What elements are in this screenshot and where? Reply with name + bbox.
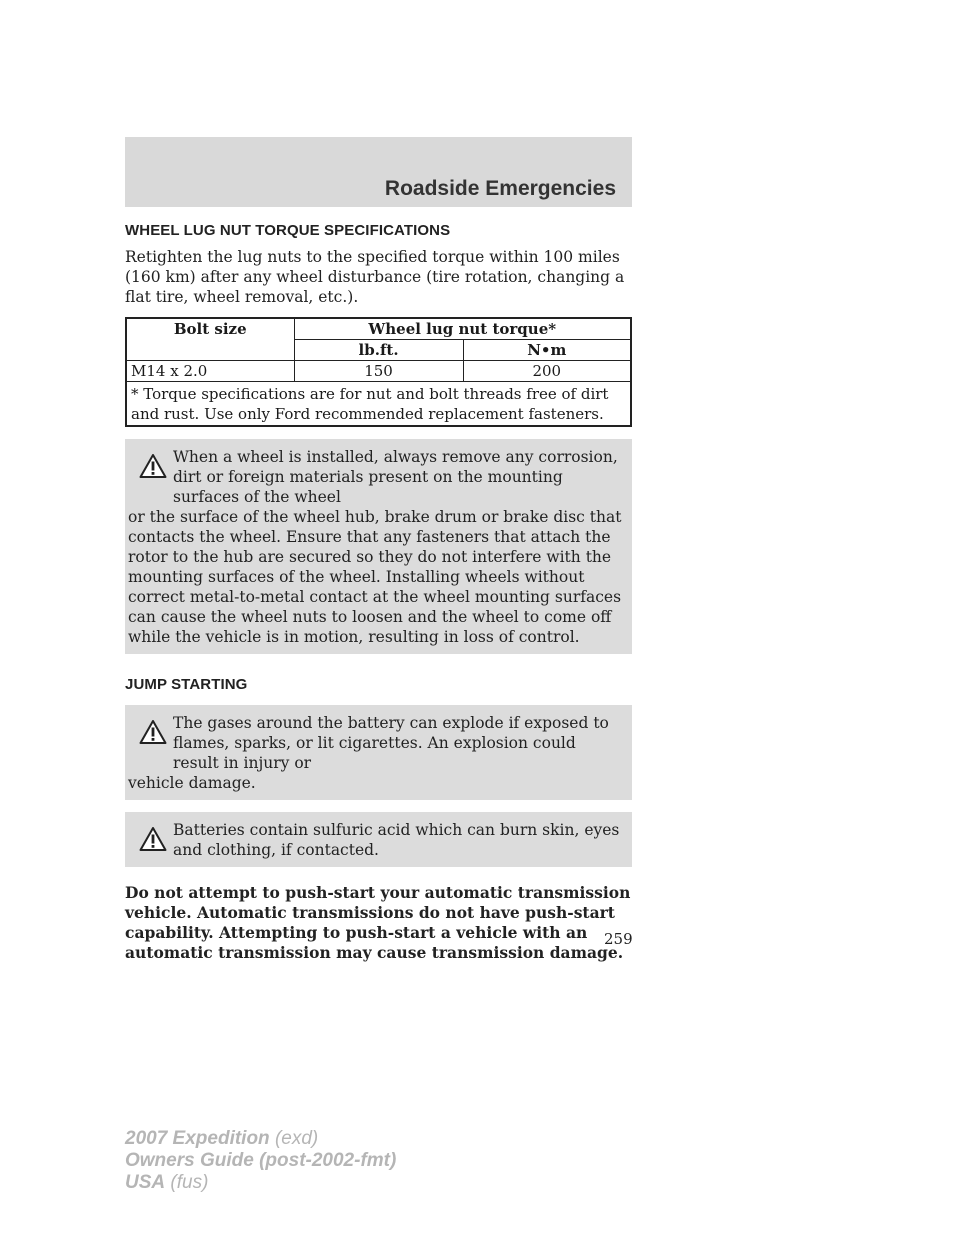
page-content [125, 222, 632, 963]
table-footnote: * Torque specifications are for nut and bolt threads free of dirt and rust. Use only Ford recommended replacement fasteners. [126, 382, 631, 427]
torque-heading: WHEEL LUG NUT TORQUE SPECIFICATIONS [125, 222, 451, 239]
document-footer [125, 1128, 396, 1194]
torque-nm-value: 200 [463, 361, 631, 382]
page-number: 259 [604, 930, 633, 948]
warning-text-lead: Batteries contain sulfuric acid which can burn skin, eyes and clothing, if contacted. [173, 821, 620, 859]
wheel-install-warning [125, 439, 632, 654]
torque-intro: Retighten the lug nuts to the specified torque within 100 miles (160 km) after any wheel disturbance (tire rotation, changing a flat tire, wheel removal, etc.). [125, 248, 625, 306]
unit-nm: N•m [463, 340, 631, 361]
footer-guide: Owners Guide (post-2002-fmt) [125, 1150, 397, 1171]
warning-text-lead: When a wheel is installed, always remove any corrosion, dirt or foreign materials present on the mounting surfaces of the wheel [173, 448, 618, 506]
warning-triangle-icon [139, 826, 167, 852]
battery-acid-warning [125, 812, 632, 867]
warning-text-lead: The gases around the battery can explode if exposed to flames, sparks, or lit cigarettes. An explosion could result in injury or [173, 714, 609, 772]
push-start-caution: Do not attempt to push-start your automatic transmission vehicle. Automatic transmissions do not have push-start capability. Attempting to push-start a vehicle with an automatic transmission may cause transmission damage. [125, 883, 631, 962]
torque-spec-table [125, 317, 632, 427]
warning-text-rest: vehicle damage. [128, 774, 256, 792]
footer-model: 2007 Expedition [125, 1128, 270, 1149]
warning-triangle-icon [139, 719, 167, 745]
footer-market: USA [125, 1172, 166, 1193]
page-section-title: Roadside Emergencies [384, 177, 616, 200]
warning-text-rest: or the surface of the wheel hub, brake drum or brake disc that contacts the wheel. Ensure that any fasteners that attach the rotor to the hub are secured so they do not interfere with the mounting surfaces of the wheel. Installing wheels without correct metal-to-metal contact at the wheel mounting surfaces can cause the wheel nuts to loosen and the wheel to come off while the vehicle is in motion, resulting in loss of control. [128, 508, 622, 646]
warning-triangle-icon [139, 453, 167, 479]
torque-lbft-value: 150 [294, 361, 463, 382]
table-row [126, 361, 631, 382]
jump-heading: JUMP STARTING [125, 676, 248, 693]
bolt-size-value: M14 x 2.0 [126, 361, 294, 382]
footer-market-code: (fus) [170, 1172, 209, 1193]
footer-model-code: (exd) [274, 1128, 319, 1149]
unit-lbft: lb.ft. [294, 340, 463, 361]
header-band [125, 137, 632, 207]
col-torque: Wheel lug nut torque* [294, 318, 631, 340]
col-bolt-size: Bolt size [126, 318, 294, 361]
battery-explosion-warning [125, 705, 632, 800]
